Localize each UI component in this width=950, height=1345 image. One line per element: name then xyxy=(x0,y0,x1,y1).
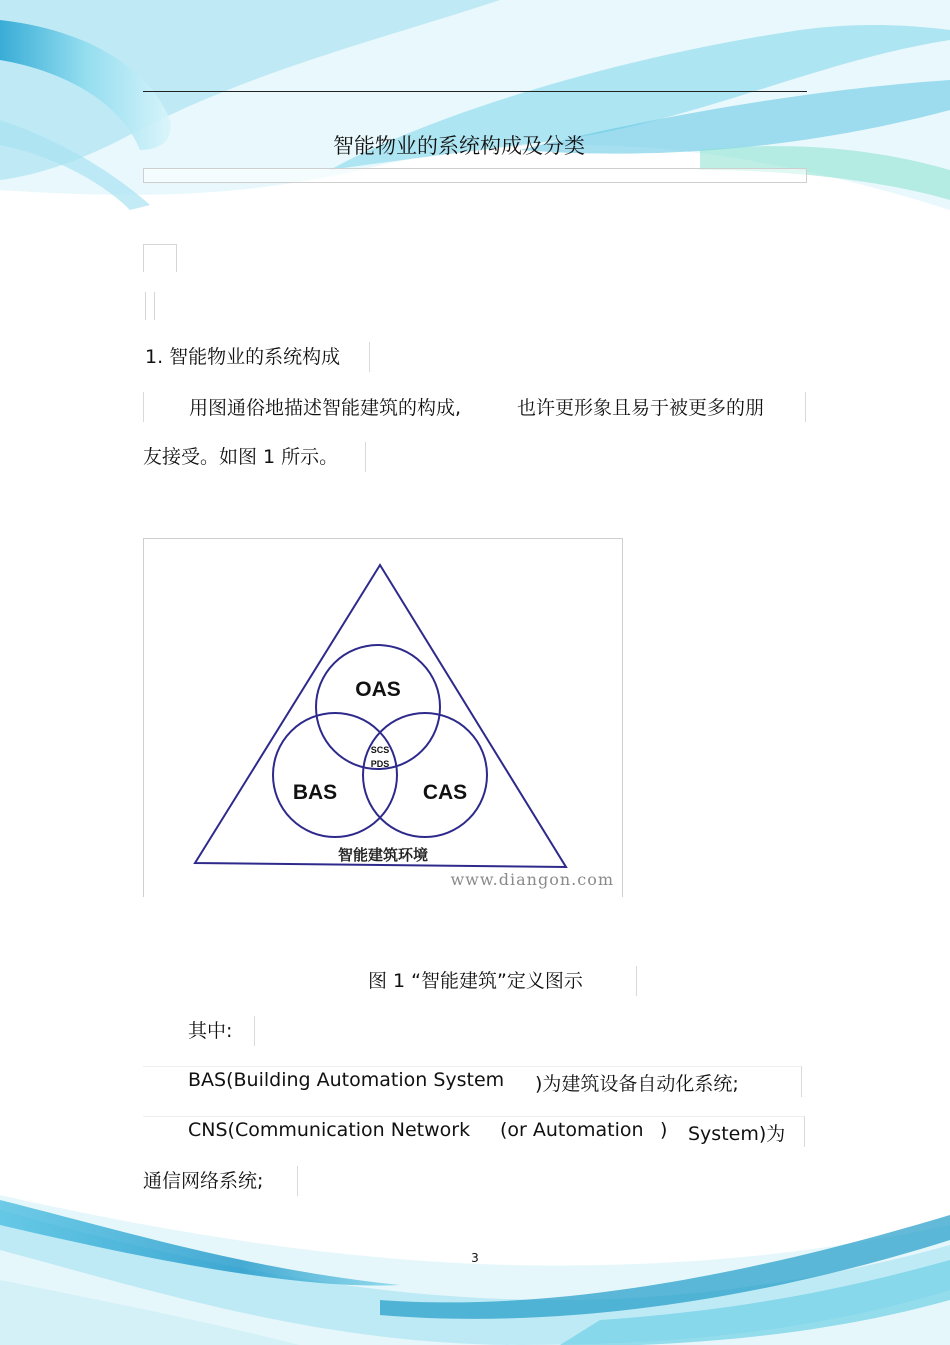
bas-label: BAS xyxy=(292,781,338,804)
paragraph-line xyxy=(143,392,806,422)
cns-term-part: (or Automation xyxy=(500,1119,644,1141)
cas-circle xyxy=(363,713,487,837)
title-text-box xyxy=(143,168,807,183)
page-number: 3 xyxy=(471,1251,479,1265)
definitions-intro: 其中: xyxy=(188,1016,255,1046)
figure-caption: 图 1 “智能建筑”定义图示 xyxy=(368,966,637,996)
paragraph-line: 友接受。如图 1 所示。 xyxy=(143,442,366,472)
oas-label: OAS xyxy=(355,678,401,701)
building-environment-label: 智能建筑环境 xyxy=(337,846,429,864)
definition-cns xyxy=(143,1116,805,1147)
cns-term-part: System)为 xyxy=(688,1123,786,1145)
scs-label: SCS xyxy=(370,745,390,755)
section-heading: 1. 智能物业的系统构成 xyxy=(143,342,370,372)
cns-term: CNS(Communication Network xyxy=(188,1119,471,1141)
bas-circle xyxy=(273,713,397,837)
empty-text-box xyxy=(143,244,177,272)
bas-description: )为建筑设备自动化系统; xyxy=(535,1073,739,1095)
header-rule xyxy=(143,91,807,92)
definition-bas xyxy=(143,1066,802,1097)
watermark-text: www.diangon.com xyxy=(450,870,614,889)
cns-term-part: ) xyxy=(660,1119,668,1141)
bas-term: BAS(Building Automation System xyxy=(188,1069,505,1091)
empty-text-box xyxy=(145,292,155,320)
intelligent-building-diagram xyxy=(143,538,623,897)
building-environment-triangle xyxy=(195,565,566,867)
pds-label: PDS xyxy=(370,759,390,769)
cas-label: CAS xyxy=(422,781,468,804)
paragraph-text: 也许更形象且易于被更多的朋 xyxy=(517,397,765,419)
diagram-svg xyxy=(144,539,622,897)
definition-cns-continuation: 通信网络系统; xyxy=(143,1166,298,1196)
paragraph-text: 用图通俗地描述智能建筑的构成, xyxy=(189,397,462,419)
page-title: 智能物业的系统构成及分类 xyxy=(333,134,585,158)
